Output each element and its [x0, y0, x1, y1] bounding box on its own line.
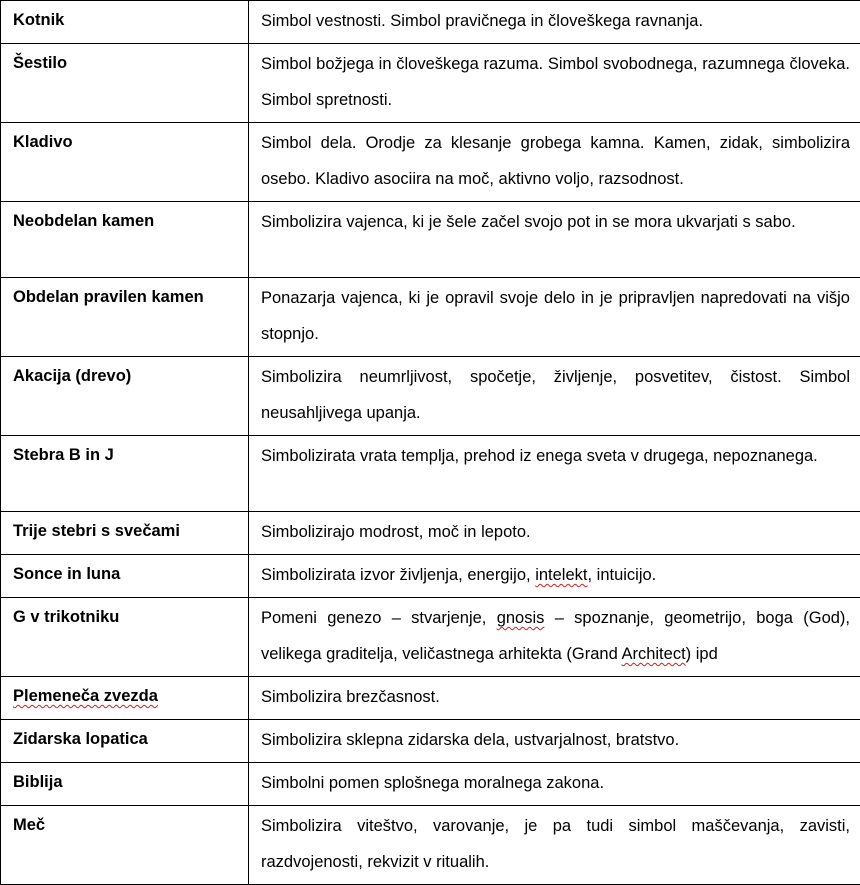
- symbol-term: Šestilo: [1, 44, 249, 123]
- table-row: [1, 598, 860, 677]
- symbol-description: Simbolizira sklepna zidarska dela, ustvarjalnost, bratstvo.: [249, 720, 860, 763]
- symbol-description: Simbol vestnosti. Simbol pravičnega in človeškega ravnanja.: [249, 1, 860, 44]
- symbol-term: [1, 677, 249, 720]
- symbol-description: Simbolni pomen splošnega moralnega zakona.: [249, 763, 860, 806]
- symbol-term: G v trikotniku: [1, 598, 249, 677]
- symbol-description: Simbolizira neumrljivost, spočetje, življenje, posvetitev, čistost. Simbol neusahljivega upanja.: [249, 357, 860, 436]
- symbol-description: Simbolizirata vrata templja, prehod iz enega sveta v drugega, nepoznanega.: [249, 436, 860, 512]
- symbol-term: Biblija: [1, 763, 249, 806]
- symbol-term: Kladivo: [1, 123, 249, 202]
- symbol-description: Simbol božjega in človeškega razuma. Simbol svobodnega, razumnega človeka. Simbol spretnosti.: [249, 44, 860, 123]
- symbol-term: Kotnik: [1, 1, 249, 44]
- symbol-description: Simbolizira brezčasnost.: [249, 677, 860, 720]
- table-row: [1, 1, 860, 44]
- table-row: [1, 278, 860, 357]
- table-row: [1, 202, 860, 278]
- table-row: [1, 44, 860, 123]
- description-text: Simbolizirata izvor življenja, energijo,: [261, 566, 535, 584]
- table-row: [1, 436, 860, 512]
- symbol-term: Meč: [1, 806, 249, 885]
- symbol-description: [249, 555, 860, 598]
- symbol-term: Stebra B in J: [1, 436, 249, 512]
- description-text: ) ipd: [686, 645, 718, 663]
- symbol-term: Zidarska lopatica: [1, 720, 249, 763]
- symbol-term: Neobdelan kamen: [1, 202, 249, 278]
- symbol-term: Sonce in luna: [1, 555, 249, 598]
- description-text: Pomeni genezo – stvarjenje,: [261, 609, 497, 627]
- table-row: [1, 123, 860, 202]
- table-row: [1, 357, 860, 436]
- table-row: [1, 763, 860, 806]
- table-row: [1, 677, 860, 720]
- symbol-description: Simbolizira vajenca, ki je šele začel svojo pot in se mora ukvarjati s sabo.: [249, 202, 860, 278]
- table-row: [1, 512, 860, 555]
- spellcheck-flagged-word: intelekt: [535, 566, 587, 584]
- spellcheck-flagged-word: gnosis: [497, 609, 545, 627]
- symbol-description: Simbol dela. Orodje za klesanje grobega kamna. Kamen, zidak, simbolizira osebo. Kladivo asociira na moč, aktivno voljo, razsodnost.: [249, 123, 860, 202]
- table-row: [1, 555, 860, 598]
- table-row: [1, 806, 860, 885]
- symbol-term: Akacija (drevo): [1, 357, 249, 436]
- symbol-term: Trije stebri s svečami: [1, 512, 249, 555]
- table-row: [1, 720, 860, 763]
- description-text: – spoznanje, geometrijo, boga (God), velikega graditelja, veličastnega arhitekta (Grand: [261, 609, 850, 663]
- description-text: , intuicijo.: [587, 566, 656, 584]
- symbol-description: Simbolizirajo modrost, moč in lepoto.: [249, 512, 860, 555]
- symbol-description: Ponazarja vajenca, ki je opravil svoje delo in je pripravljen napredovati na višjo stopnjo.: [249, 278, 860, 357]
- symbol-description: Simbolizira viteštvo, varovanje, je pa tudi simbol maščevanja, zavisti, razdvojenosti, rekvizit v ritualih.: [249, 806, 860, 885]
- symbol-description: [249, 598, 860, 677]
- spellcheck-flagged-word: Plemeneča zvezda: [13, 687, 158, 705]
- symbol-term: Obdelan pravilen kamen: [1, 278, 249, 357]
- spellcheck-flagged-word: Architect: [621, 645, 685, 663]
